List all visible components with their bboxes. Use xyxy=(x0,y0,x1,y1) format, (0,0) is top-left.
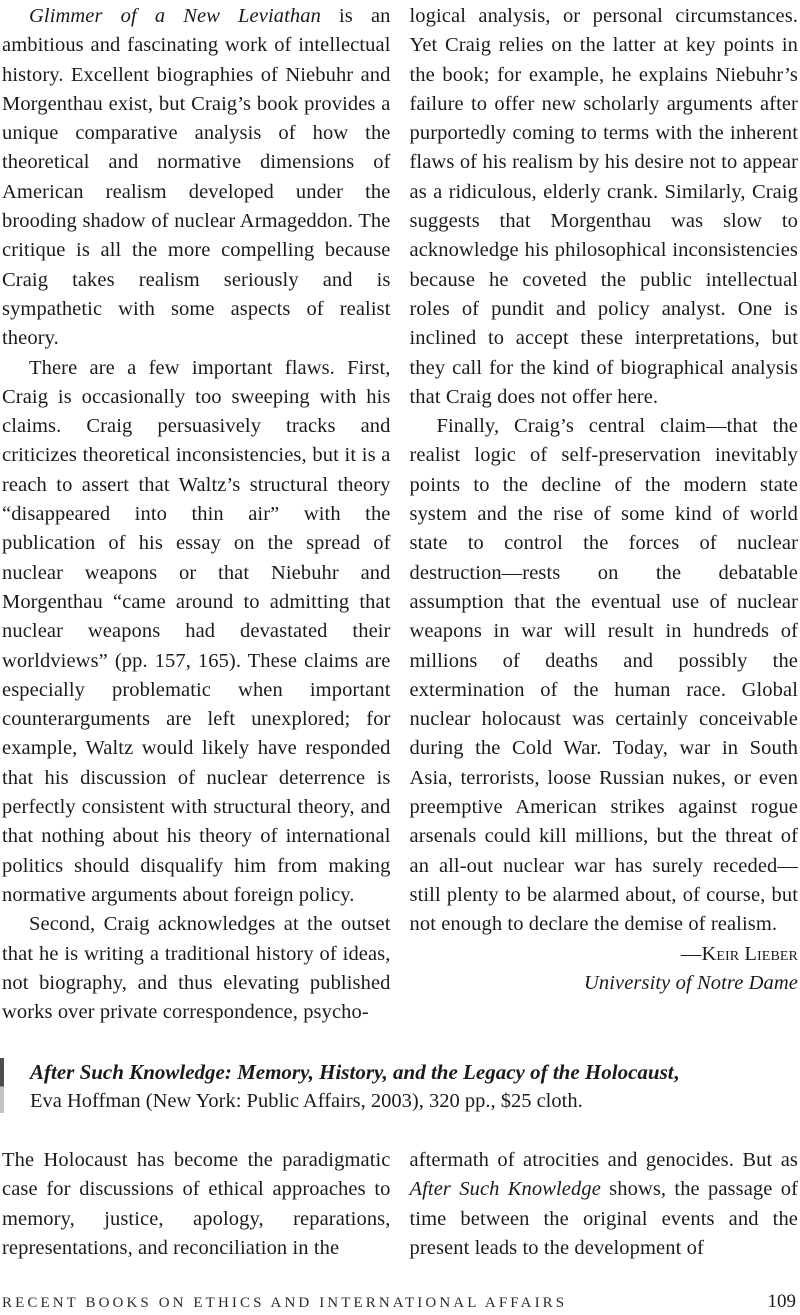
book-entry-heading xyxy=(0,1058,798,1116)
paragraph: There are a few important flaws. First, Craig is occasionally too sweeping with his claims. Craig persuasively tracks and criticizes theoretical inconsistencies, but it is a reach to assert that Waltz’s structural theory “disappeared into thin air” with the publication of his essay on the spread of nuclear weapons or that Niebuhr and Morgenthau “came around to admitting that nuclear weapons had devastated their worldviews” (pp. 157, 165). These claims are especially problematic when important counterarguments are left unexplored; for example, Waltz would likely have responded that his discussion of nuclear deterrence is perfectly consistent with structural theory, and that nothing about his theory of international politics should disqualify him from making normative arguments about foreign policy. xyxy=(2,356,391,906)
entry-text-block xyxy=(30,1058,679,1116)
title-comma: , xyxy=(673,1060,679,1084)
paragraph-text: aftermath of atrocities and genocides. But as xyxy=(409,1149,798,1171)
paragraph: The Holocaust has become the paradigmatic case for discussions of ethical approaches to memory, justice, apology, reparations, representations, and reconciliation in the xyxy=(2,1149,391,1259)
paragraph: Second, Craig acknowledges at the outset that he is writing a traditional history of ideas, not biography, and thus elevating published works over private correspondence, psycho- xyxy=(2,913,391,1024)
page-number: 109 xyxy=(767,1291,796,1312)
book-entry-citation: Eva Hoffman (New York: Public Affairs, 2003), 320 pp., $25 cloth. xyxy=(30,1090,583,1112)
book-entry-title xyxy=(30,1058,679,1087)
paragraph xyxy=(2,2,391,354)
review-hoffman-section xyxy=(0,1146,800,1263)
book-title: After Such Knowledge: Memory, History, and the Legacy of the Holocaust xyxy=(30,1060,674,1084)
review-hoffman-column-left xyxy=(2,1146,391,1263)
book-title-inline-italic: Glimmer of a New Leviathan xyxy=(29,5,321,27)
paragraph-text: shows, the passage of time between the original events and the present leads to the development of xyxy=(409,1178,798,1259)
paragraph: Finally, Craig’s central claim—that the realist logic of self-preservation inevitably points to the decline of the modern state system and the rise of some kind of world state to control the forces of nuclear destruction—rests on the debatable assumption that the eventual use of nuclear weapons in war will result in hundreds of millions of deaths and possibly the extermination of the human race. Global nuclear holocaust was certainly conceivable during the Cold War. Today, war in South Asia, terrorists, loose Russian nukes, or even preemptive American strikes against rogue arsenals could kill millions, but the threat of an all-out nuclear war has surely receded—still plenty to be alarmed about, of course, but not enough to declare the demise of realism. xyxy=(409,415,798,936)
running-head: RECENT BOOKS ON ETHICS AND INTERNATIONAL AFFAIRS xyxy=(2,1295,568,1311)
page-footer xyxy=(2,1291,796,1313)
review-craig-column-left xyxy=(2,2,391,1027)
paragraph xyxy=(410,1146,799,1263)
book-title-inline-italic: After Such Knowledge xyxy=(409,1178,601,1201)
entry-left-rule xyxy=(0,1058,4,1113)
review-craig-section xyxy=(0,2,800,1027)
reviewer-affiliation: University of Notre Dame xyxy=(583,971,798,994)
paragraph: logical analysis, or personal circumstances. Yet Craig relies on the latter at key points in the book; for example, he explains Niebuhr’s failure to offer new scholarly arguments after purportedly coming to terms with the inherent flaws of his realism by his desire not to appear as a ridiculous, elderly crank. Similarly, Craig suggests that Morgenthau was slow to acknowledge his philosophical inconsistencies because he coveted the public intellectual roles of pundit and policy analyst. One is inclined to accept these interpretations, but they call for the kind of biographical analysis that Craig does not offer here. xyxy=(409,5,798,408)
reviewer-signature: —Keir Lieber xyxy=(680,942,798,965)
review-craig-column-right xyxy=(410,2,799,1027)
paragraph-text: is an ambitious and fascinating work of intellectual history. Excellent biographies of Niebuhr and Morgenthau exist, but Craig’s book provides a unique comparative analysis of how the theoretical and normative dimensions of American realism developed under the brooding shadow of nuclear Armageddon. The critique is all the more compelling because Craig takes realism seriously and is sympathetic with some aspects of realist theory. xyxy=(2,5,391,350)
review-hoffman-column-right xyxy=(410,1146,799,1263)
